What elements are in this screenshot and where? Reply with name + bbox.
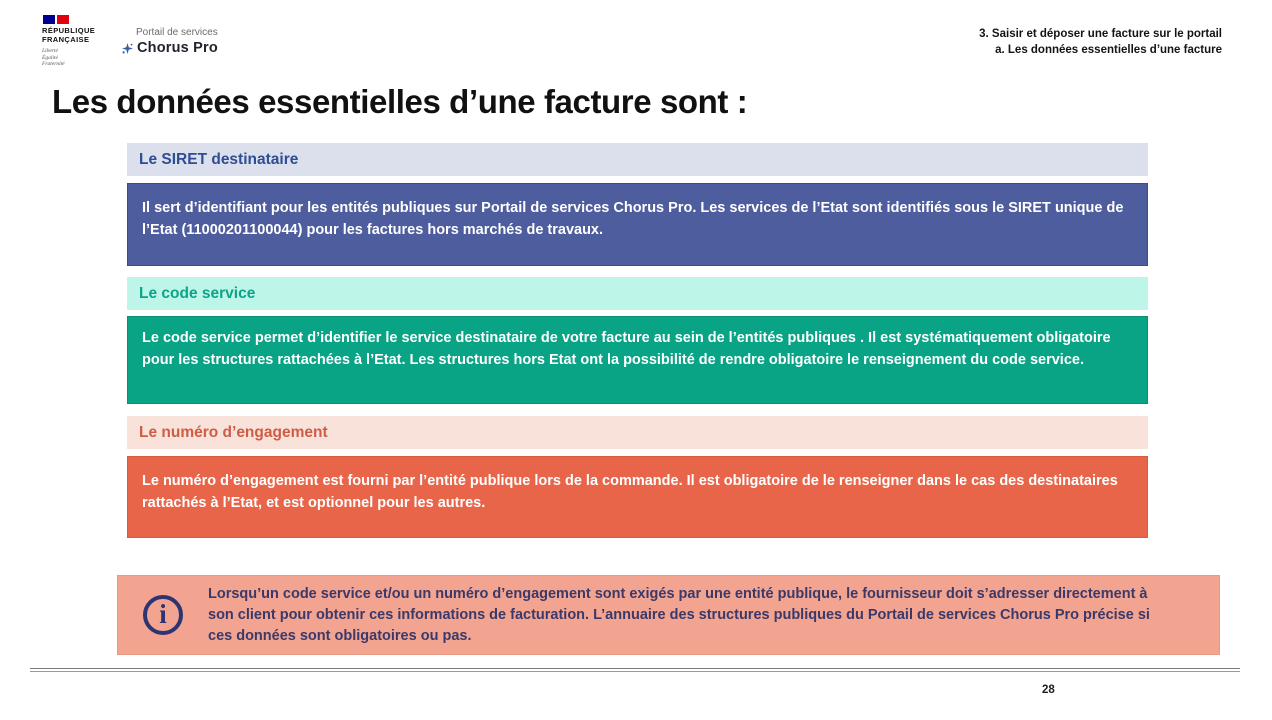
chorus-pro-logo: [122, 27, 218, 56]
breadcrumb: [979, 27, 1222, 58]
section-numero-engagement: [127, 416, 1148, 538]
gov-motto: [42, 48, 112, 68]
portal-label: Portail de services: [136, 27, 218, 38]
section-header-siret: Le SIRET destinataire: [127, 143, 1148, 176]
info-icon: i: [143, 595, 183, 635]
section-body-code-service: Le code service permet d’identifier le service destinataire de votre facture au sein de l’entités publiques . Il est systématiquement obligatoire pour les structures rattachées à l’Etat. Les structures hors Etat ont la possibilité de rendre obligatoire le renseignement du code service.: [127, 316, 1148, 404]
motto-line2: Égalité: [42, 54, 58, 61]
republique-francaise-logo: [42, 15, 112, 68]
page-title: Les données essentielles d’une facture sont :: [52, 83, 748, 120]
flag-red-block: [57, 15, 69, 24]
page-number: 28: [1042, 684, 1055, 696]
section-header-code-service: Le code service: [127, 277, 1148, 310]
section-header-numero-engagement: Le numéro d’engagement: [127, 416, 1148, 449]
section-siret: [127, 143, 1148, 266]
section-body-numero-engagement: Le numéro d’engagement est fourni par l’entité publique lors de la commande. Il est obligatoire de le renseigner dans le cas des destinataires rattachés à l’Etat, et est optionnel pour les autres.: [127, 456, 1148, 538]
info-note: [117, 575, 1220, 655]
gov-name-line1: RÉPUBLIQUE: [42, 26, 96, 35]
section-body-siret: Il sert d’identifiant pour les entités publiques sur Portail de services Chorus Pro. Les services de l’Etat sont identifiés sous le SIRET unique de l’Etat (11000201100044) pour les factures hors marchés de travaux.: [127, 183, 1148, 266]
gov-name: [42, 27, 112, 44]
motto-line3: Fraternité: [42, 61, 65, 67]
brand-name: Chorus Pro: [137, 40, 218, 56]
footer-divider: [30, 668, 1240, 672]
brand-row: [122, 40, 218, 56]
flag-blue-block: [43, 15, 55, 24]
sections: [127, 143, 1148, 538]
gov-name-line2: FRANÇAISE: [42, 34, 90, 44]
breadcrumb-line2: a. Les données essentielles d’une facture: [995, 43, 1222, 56]
french-flag-icon: [43, 15, 112, 24]
info-icon-wrap: [118, 595, 208, 635]
breadcrumb-line1: 3. Saisir et déposer une facture sur le portail: [979, 28, 1222, 40]
section-code-service: [127, 277, 1148, 404]
info-note-text: Lorsqu’un code service et/ou un numéro d’engagement sont exigés par une entité publique, le fournisseur doit s’adresser directement à son client pour obtenir ces informations de facturation. L’annuaire des structures publiques du Portail de services Chorus Pro précise si ces données sont obligatoires ou pas.: [208, 585, 1150, 644]
sparkle-icon: [122, 43, 133, 54]
motto-line1: Liberté: [42, 48, 58, 54]
